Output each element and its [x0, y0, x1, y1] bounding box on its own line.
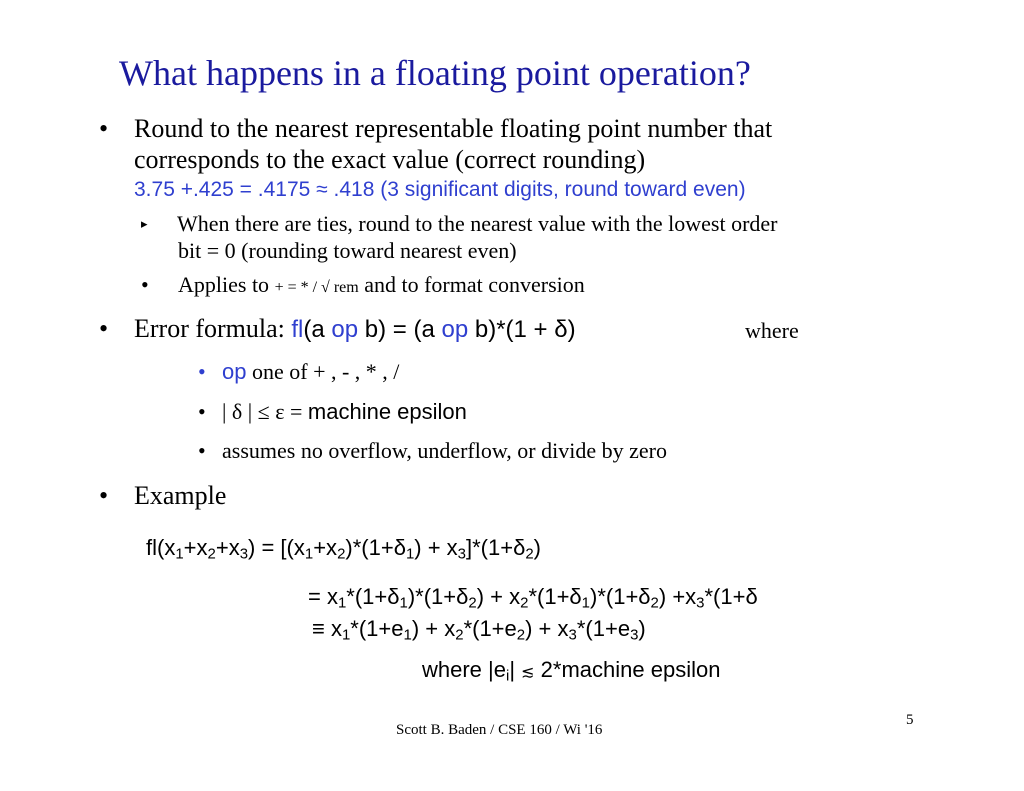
op-word: op: [441, 316, 469, 343]
applies-line: [178, 272, 585, 298]
eq-text: *(1+δ: [346, 584, 400, 609]
eq-text: 2*machine epsilon: [534, 657, 721, 682]
op-word: op: [331, 316, 359, 343]
subscript: 1: [403, 626, 412, 644]
applies-suffix: and to format conversion: [358, 272, 585, 297]
bullet1-line1: Round to the nearest representable floating point number that: [134, 114, 773, 143]
approx-symbol: ≲: [521, 664, 535, 681]
subscript: 3: [696, 594, 705, 612]
equation-2: [308, 584, 758, 612]
eq-text: *(1+e: [576, 616, 631, 641]
formula-part: (a: [303, 316, 332, 343]
eq-text: ) = [(x: [248, 535, 305, 560]
subscript: 2: [650, 594, 659, 612]
sub-bullet-marker: •: [198, 438, 206, 463]
formula-part: b) = (a: [358, 316, 442, 343]
eq-text: )*(1+δ: [407, 584, 469, 609]
machine-epsilon-text: machine epsilon: [307, 399, 467, 424]
subscript: 1: [304, 545, 314, 563]
bullet-marker: •: [99, 114, 109, 143]
subscript: i: [505, 667, 510, 685]
eq-text: |: [509, 657, 522, 682]
example-label: Example: [134, 481, 227, 510]
eq-text: *(1+δ: [528, 584, 582, 609]
eq-text: +x: [215, 535, 240, 560]
delta-bound: [222, 399, 467, 425]
where-text: where: [745, 318, 799, 343]
eq-text: +x: [313, 535, 338, 560]
subscript: 2: [455, 626, 464, 644]
rounding-example: 3.75 +.425 = .4175 ≈ .418 (3 significant digits, round toward even): [134, 178, 746, 201]
sub-bullet-marker: •: [198, 399, 206, 424]
equation-1: [146, 535, 541, 563]
eq-text: = x: [308, 584, 338, 609]
bullet1-line2: corresponds to the exact value (correct rounding): [134, 145, 646, 174]
equation-4: [422, 657, 720, 685]
equation-3: [312, 616, 646, 644]
subscript: 3: [239, 545, 249, 563]
op-definition: [222, 359, 399, 385]
arrow-marker: ▸: [141, 216, 148, 231]
eq-text: where |e: [422, 657, 506, 682]
subscript: 1: [405, 545, 415, 563]
subscript: 2: [207, 545, 216, 563]
eq-text: ) + x: [414, 535, 458, 560]
subscript: 1: [337, 594, 347, 612]
subscript: 2: [516, 626, 526, 644]
subscript: 3: [568, 626, 577, 644]
op-word: op: [222, 359, 247, 384]
subscript: 1: [175, 545, 184, 563]
subscript: 3: [457, 545, 466, 563]
subscript: 2: [337, 545, 346, 563]
eq-text: ) + x: [476, 584, 521, 609]
applies-ops: + = * / √ rem: [274, 279, 359, 296]
sub-bullet-marker: •: [141, 272, 149, 297]
op-definition-text: one of + , - , * , /: [246, 359, 400, 384]
ties-line1: When there are ties, round to the nearest value with the lowest order: [177, 211, 778, 236]
delta-bound-expr: | δ | ≤ ε =: [222, 399, 308, 424]
eq-text: ) + x: [411, 616, 456, 641]
subscript: 2: [468, 594, 477, 612]
subscript: 2: [520, 594, 529, 612]
assumptions-text: assumes no overflow, underflow, or divide by zero: [222, 438, 667, 463]
page-number: 5: [906, 712, 914, 728]
eq-text: ): [638, 616, 646, 641]
slide-title: What happens in a floating point operation?: [119, 53, 751, 93]
slide-footer: Scott B. Baden / CSE 160 / Wi '16: [396, 722, 603, 738]
eq-text: ]*(1+δ: [466, 535, 526, 560]
applies-prefix: Applies to: [178, 272, 275, 297]
formula-part: b)*(1 + δ): [468, 316, 576, 343]
bullet-marker: •: [99, 481, 109, 510]
eq-text: )*(1+δ: [590, 584, 651, 609]
bullet-marker: •: [99, 314, 109, 343]
subscript: 3: [630, 626, 639, 644]
eq-text: *(1+e: [350, 616, 404, 641]
eq-text: ) +x: [658, 584, 697, 609]
ties-line2: bit = 0 (rounding toward nearest even): [178, 238, 517, 263]
eq-text: ): [533, 535, 541, 560]
eq-text: )*(1+δ: [345, 535, 406, 560]
eq-text: *(1+δ: [704, 584, 758, 609]
subscript: 1: [341, 626, 351, 644]
subscript: 2: [525, 545, 534, 563]
error-formula-line: [134, 314, 576, 344]
subscript: 1: [399, 594, 408, 612]
error-formula-label: Error formula:: [134, 314, 292, 343]
sub-bullet-marker: •: [198, 359, 206, 384]
eq-text: *(1+e: [463, 616, 517, 641]
eq-text: +x: [183, 535, 208, 560]
fl-function: fl: [291, 316, 304, 343]
eq-text: fl(x: [146, 535, 176, 560]
subscript: 1: [581, 594, 590, 612]
eq-text: ≡ x: [312, 616, 342, 641]
eq-text: ) + x: [525, 616, 569, 641]
